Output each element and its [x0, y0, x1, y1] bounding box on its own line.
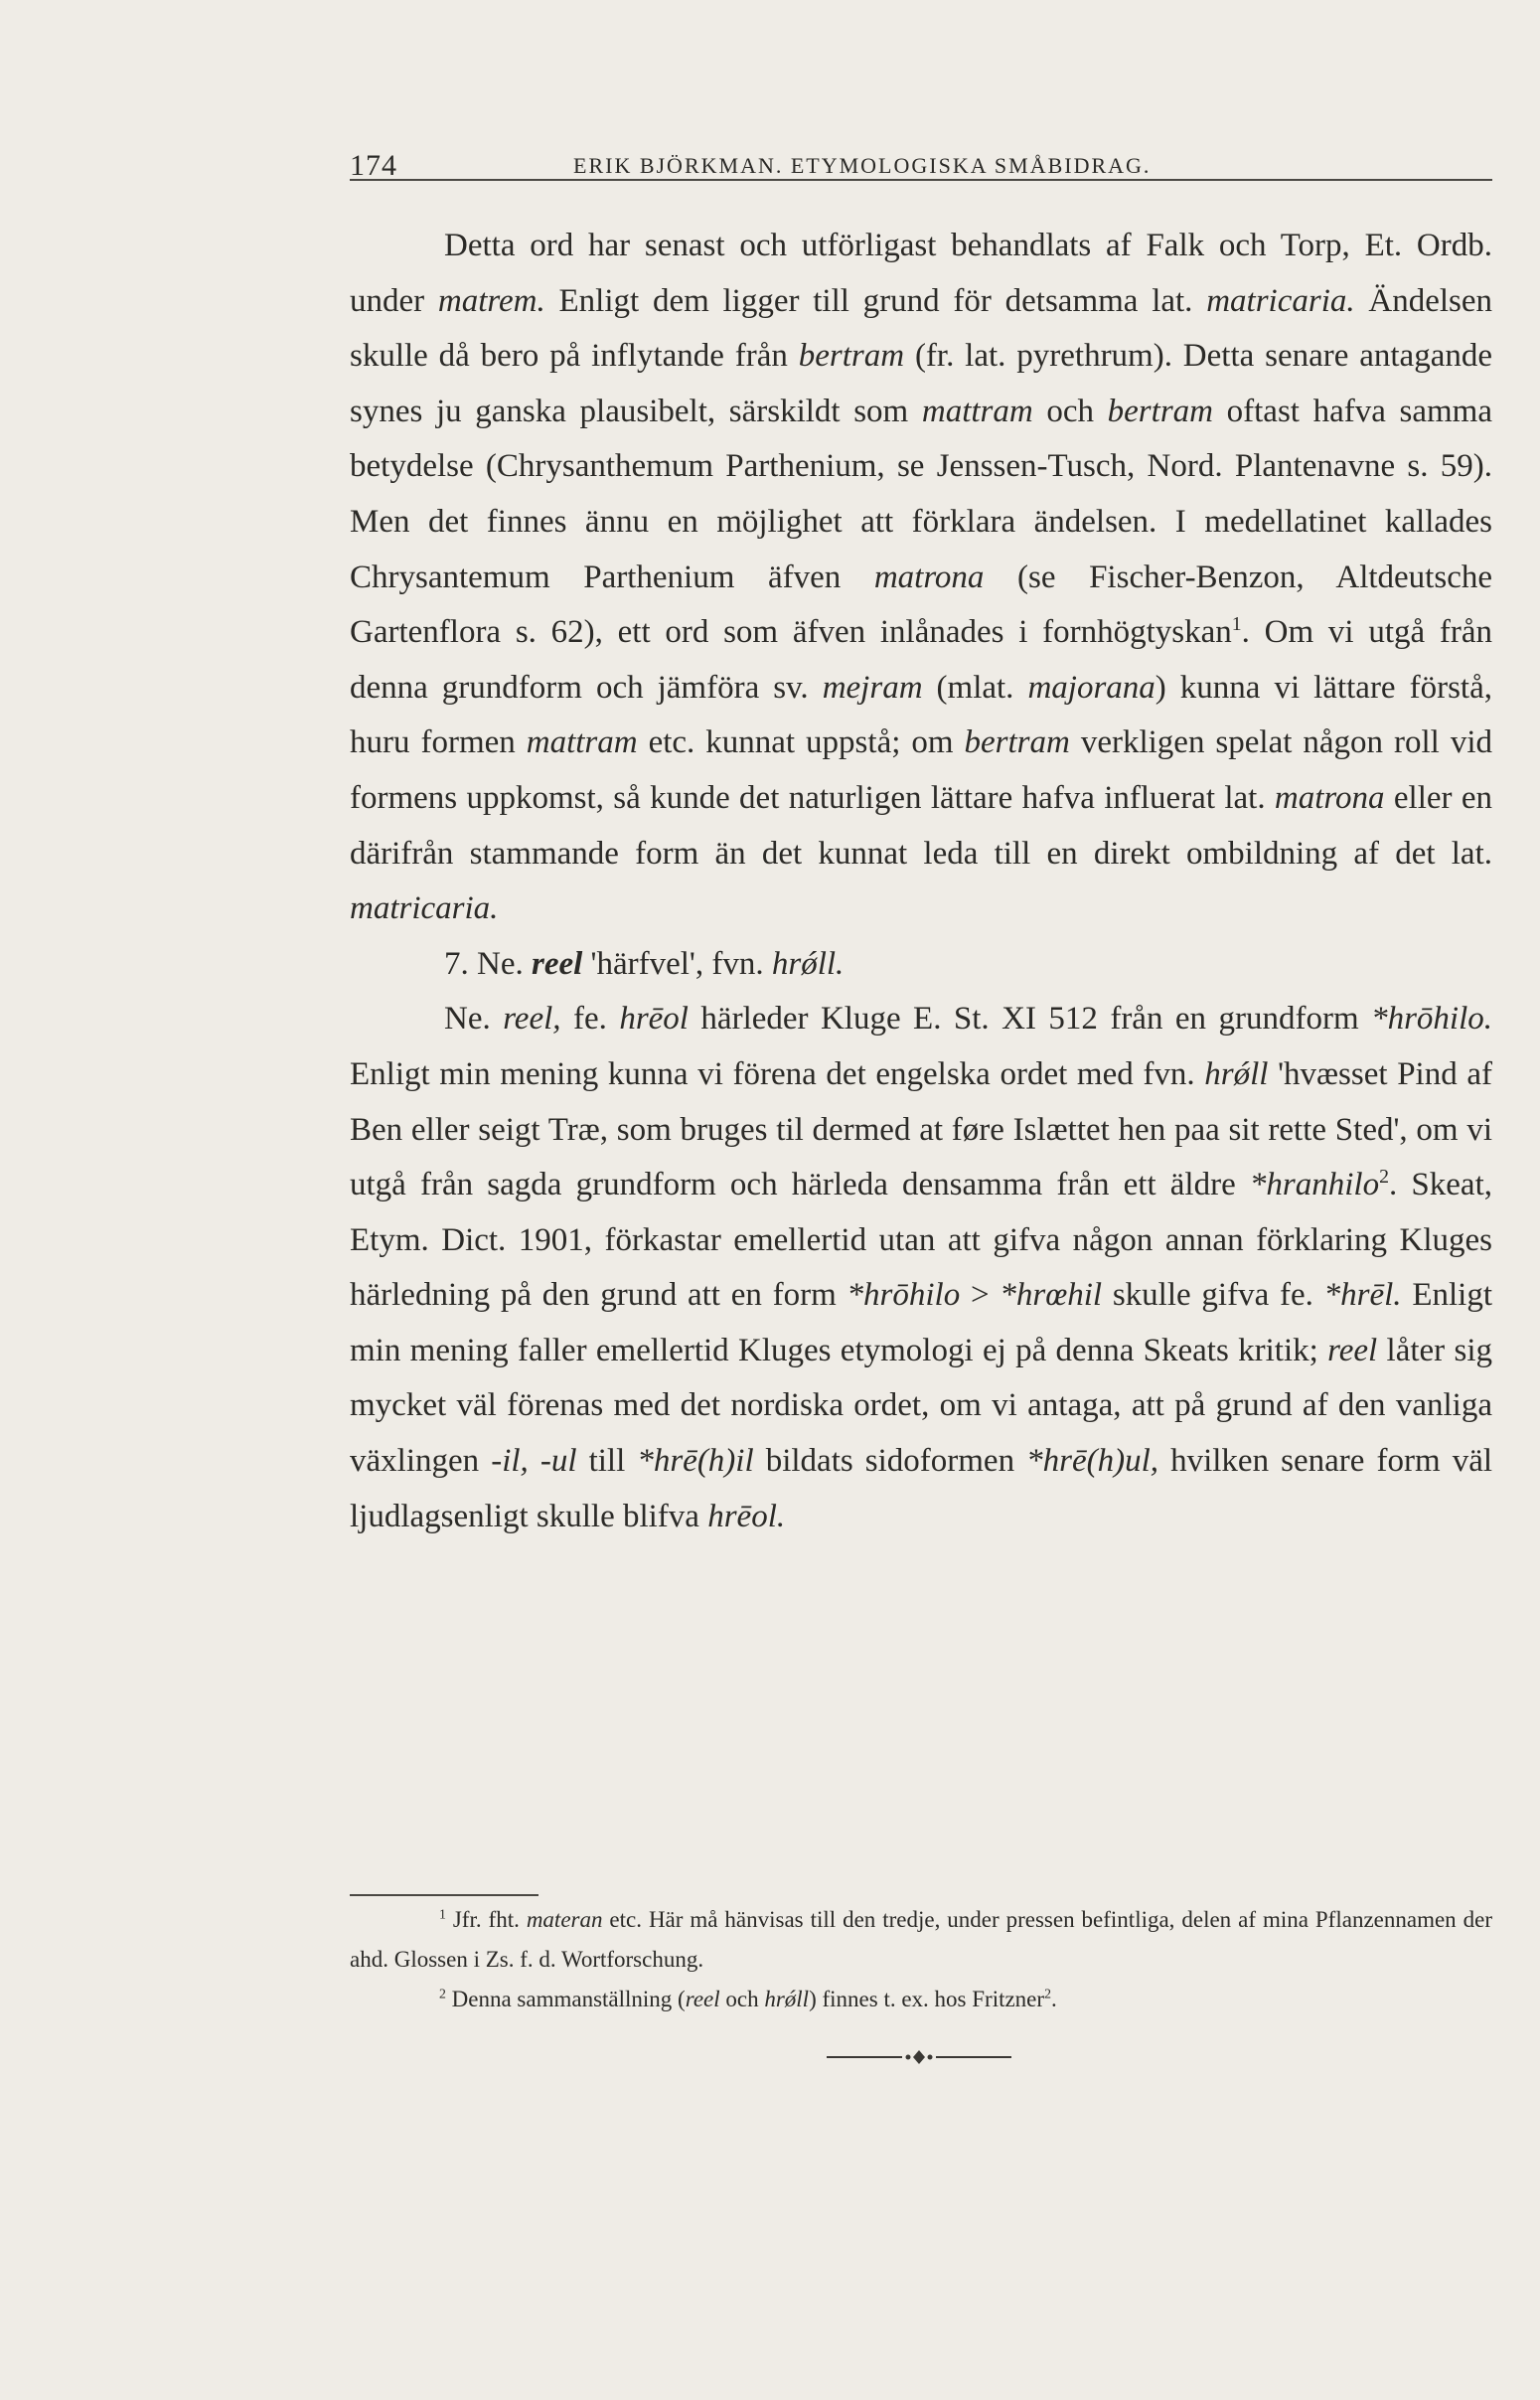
text-span: låter sig mycket väl förenas med det nordiska ordet, om vi antaga, att på grund af den vanliga växlingen: [350, 1332, 1492, 1480]
superscript: 2: [1044, 1986, 1051, 2001]
footnote-ref-2: 2: [1379, 1166, 1389, 1189]
italic-term: reel: [531, 945, 583, 982]
text-span: Detta ord har senast och utförligast behandlats af Falk och Torp, Et. Ordb. under: [350, 228, 1492, 319]
text-span: fe.: [560, 1001, 620, 1038]
text-span: och: [1032, 393, 1108, 429]
text-span: (mlat.: [922, 669, 1028, 706]
italic-term: *hrœhil: [1000, 1277, 1103, 1314]
text-span: 7. Ne.: [444, 945, 532, 982]
running-title: ERIK BJÖRKMAN. ETYMOLOGISKA SMÅBIDRAG.: [573, 153, 1152, 178]
italic-term: mattram: [526, 724, 638, 761]
italic-term: bertram: [798, 338, 905, 375]
italic-term: *hrēl.: [1323, 1277, 1402, 1314]
italic-term: matricaria.: [350, 890, 499, 927]
text-span: till: [576, 1443, 638, 1480]
text-span: verkligen spelat någon roll vid formens uppkomst, så kunde det naturligen lättare hafva influerat lat.: [350, 724, 1492, 816]
text-span: hvilken senare form väl ljudlagsenligt skulle blifva: [350, 1443, 1493, 1534]
text-span: (se Fischer-Benzon, Altdeutsche Gartenflora s. 62), ett ord som äfven inlånades i fornhögtyskan: [350, 559, 1492, 651]
page-number: 174: [350, 149, 397, 182]
text-span: etc. kunnat uppstå; om: [637, 724, 965, 761]
italic-term: matrona: [1274, 779, 1385, 816]
italic-term: *hranhilo: [1249, 1167, 1380, 1203]
italic-term: bertram: [964, 724, 1070, 761]
section-heading-reel: [350, 937, 1492, 993]
footnote-ref-1: 1: [1231, 613, 1242, 636]
italic-term: hrēol.: [707, 1498, 786, 1534]
text-span: eller en därifrån stammande form än det kunnat leda till en direkt ombildning af det lat.: [350, 779, 1492, 872]
footnote-mark: 1: [439, 1906, 446, 1922]
body-text: [350, 219, 1492, 1544]
footnote-divider: [350, 1894, 539, 1896]
end-ornament-icon: [825, 2045, 1013, 2069]
text-span: härleder Kluge E. St. XI 512 från en grundform: [688, 1001, 1372, 1038]
text-span: Jfr. fht.: [445, 1907, 527, 1932]
paragraph-matrem: [350, 219, 1492, 937]
italic-term: majorana: [1027, 669, 1155, 706]
text-span: .: [1050, 1987, 1057, 2011]
text-span: oftast hafva samma betydelse (Chrysanthemum Parthenium, se Jenssen-Tusch, Nord. Plantenavne s. 59). Men det finnes ännu en möjlighet att förklara ändelsen. I medellatinet kallades Chrysantemum Parthenium äfven: [350, 393, 1492, 595]
italic-term: reel: [685, 1987, 720, 2011]
text-span: Enligt dem ligger till grund för detsamma lat.: [544, 282, 1207, 319]
text-span: Ändelsen skulle då bero på inflytande från: [350, 282, 1493, 375]
footnote-1: [350, 1900, 1492, 1980]
text-span: (fr. lat. pyrethrum). Detta senare antagande synes ju ganska plausibelt, särskildt som: [350, 338, 1492, 429]
italic-term: *hrē(h)ul,: [1026, 1443, 1159, 1480]
text-span: etc. Här må hänvisas till den tredje, under pressen befintliga, delen af mina Pflanzennamen der ahd. Glossen i Zs. f. d. Wortforschung.: [350, 1907, 1492, 1972]
text-span: 'härfvel', fvn.: [582, 945, 772, 982]
italic-term: matrona: [873, 559, 985, 595]
text-span: Ne.: [444, 1001, 504, 1038]
italic-term: matrem.: [437, 282, 545, 319]
text-span: bildats sidoformen: [753, 1443, 1027, 1480]
text-span: Denna sammanställning (: [445, 1987, 686, 2011]
footnote-2: [350, 1980, 1492, 2019]
text-span: ) finnes t. ex. hos Fritzner: [809, 1987, 1045, 2011]
text-span: Enligt min mening kunna vi förena det engelska ordet med fvn.: [350, 1055, 1205, 1092]
italic-term: *hrē(h)il: [637, 1443, 754, 1480]
italic-term: reel,: [503, 1001, 561, 1038]
text-span: . Skeat, Etym. Dict. 1901, förkastar emellertid utan att gifva någon annan förklaring Kluges härledning på den grund att en form: [350, 1167, 1492, 1314]
italic-term: matricaria.: [1206, 282, 1355, 319]
text-span: Enligt min mening faller emellertid Kluges etymologi ej på denna Skeats kritik;: [350, 1277, 1492, 1368]
italic-term: reel: [1327, 1332, 1378, 1368]
text-span: ) kunna vi lättare förstå, huru formen: [350, 669, 1492, 761]
italic-term: *hrōhilo.: [1371, 1001, 1493, 1038]
text-span: och: [719, 1987, 765, 2011]
italic-term: hrēol: [619, 1001, 689, 1038]
italic-term: materan: [526, 1907, 603, 1932]
italic-term: mattram: [921, 393, 1033, 429]
paragraph-reel: [350, 992, 1492, 1544]
italic-term: *hrōhilo: [847, 1277, 961, 1314]
text-span: 'hvæsset Pind af Ben eller seigt Træ, som bruges til dermed at føre Islættet hen paa sit rette Sted', om vi utgå från sagda grundform och härleda densamma från ett äldre: [350, 1055, 1492, 1203]
italic-term: hrǿll: [1204, 1055, 1269, 1092]
text-span: skulle gifva fe.: [1102, 1277, 1324, 1314]
italic-term: -il, -ul: [491, 1443, 577, 1480]
italic-term: hrǿll: [764, 1987, 810, 2011]
footnotes: [350, 1900, 1492, 2019]
footnote-mark: 2: [439, 1986, 446, 2001]
italic-term: bertram: [1107, 393, 1213, 429]
italic-term: mejram: [822, 669, 923, 706]
text-span: . Om vi utgå från denna grundform och jämföra sv.: [350, 614, 1492, 706]
page-header: [350, 139, 1492, 181]
text-span: >: [960, 1277, 1001, 1314]
italic-term: hrǿll.: [771, 945, 845, 982]
